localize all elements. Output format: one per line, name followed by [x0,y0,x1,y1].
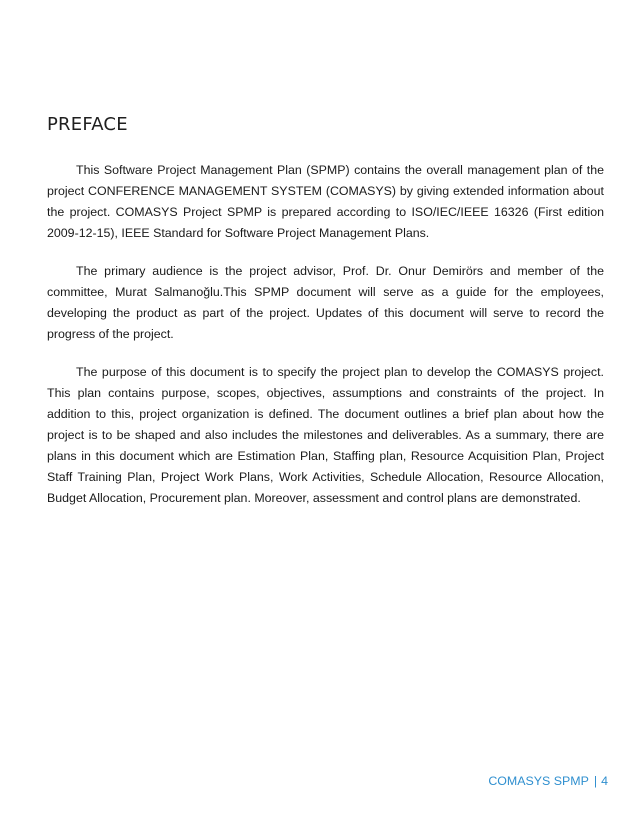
preface-body [47,160,604,526]
footer-separator: | [593,774,598,788]
footer-page-number: 4 [601,774,608,788]
section-heading: PREFACE [47,114,128,135]
footer-doc-label: COMASYS SPMP [488,774,589,788]
page-footer [488,774,608,788]
paragraph-audience: The primary audience is the project advisor, Prof. Dr. Onur Demirörs and member of the committee, Murat Salmanoğlu.This SPMP document will serve as a guide for the employees, developing the product as part of the project. Updates of this document will serve to record the progress of the project. [47,264,604,341]
paragraph-purpose: The purpose of this document is to specify the project plan to develop the COMASYS project. This plan contains purpose, scopes, objectives, assumptions and constraints of the project. In addition to this, project organization is defined. The document outlines a brief plan about how the project is to be shaped and also includes the milestones and deliverables. As a summary, there are plans in this document which are Estimation Plan, Staffing plan, Resource Acquisition Plan, Project Staff Training Plan, Project Work Plans, Work Activities, Schedule Allocation, Resource Allocation, Budget Allocation, Procurement plan. Moreover, assessment and control plans are demonstrated. [47,365,604,505]
paragraph-intro: This Software Project Management Plan (SPMP) contains the overall management plan of the project CONFERENCE MANAGEMENT SYSTEM (COMASYS) by giving extended information about the project. COMASYS Project SPMP is prepared according to ISO/IEC/IEEE 16326 (First edition 2009-12-15), IEEE Standard for Software Project Management Plans. [47,163,604,240]
